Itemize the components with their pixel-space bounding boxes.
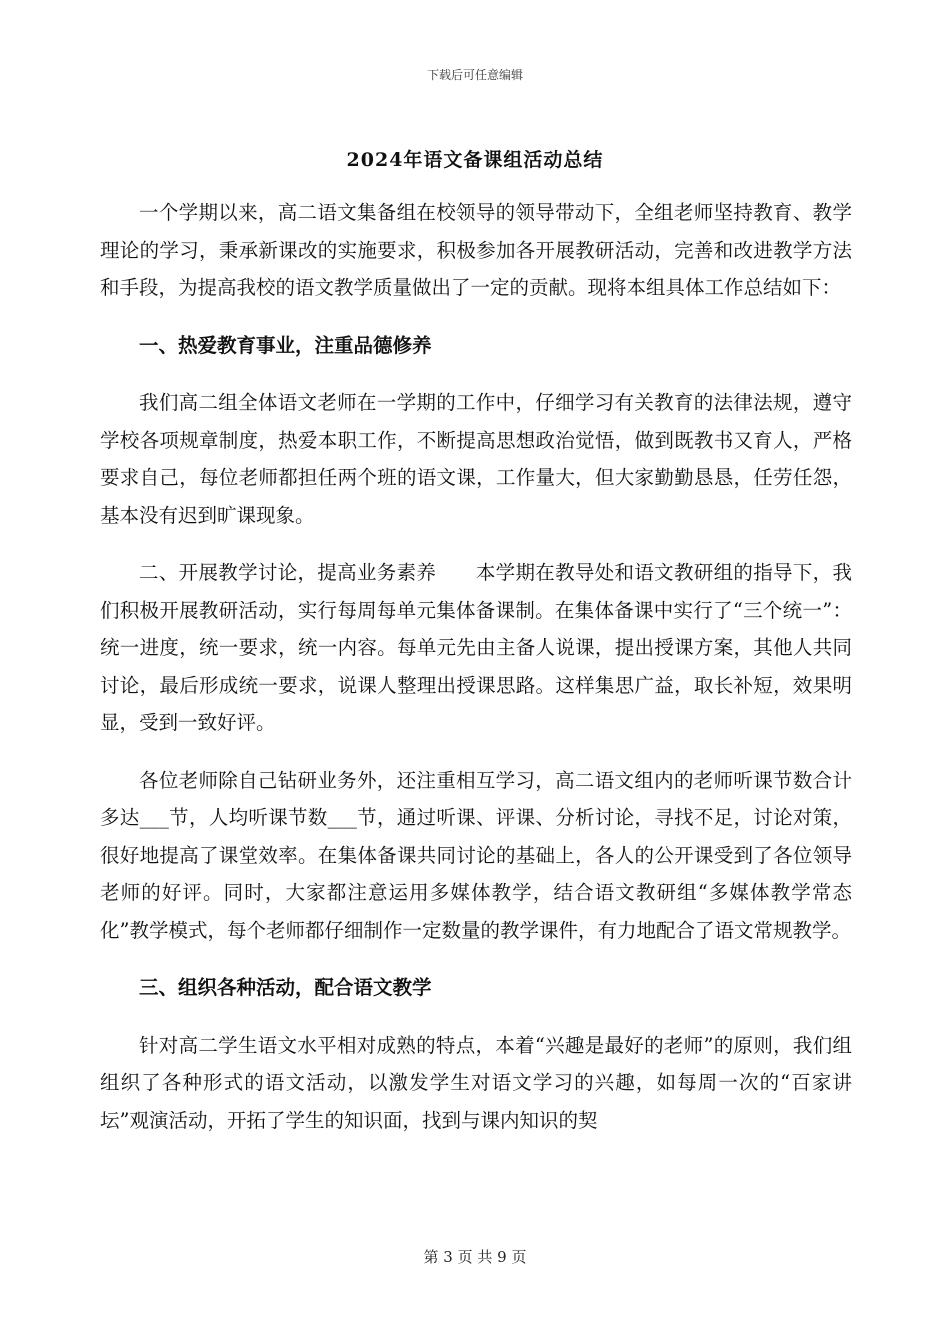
intro-paragraph: 一个学期以来，高二语文集备组在校领导的领导带动下，全组老师坚持教育、教学理论的学习，秉承新课改的实施要求，积极参加各开展教研活动，完善和改进教学方法和手段，为提高我校的语文教学质量做出了一定的贡献。现将本组具体工作总结如下：: [100, 201, 852, 299]
section-3-paragraph: 针对高二学生语文水平相对成熟的特点，本着“兴趣是最好的老师”的原则，我们组组织了各种形式的语文活动，以激发学生对语文学习的兴趣，如每周一次的“百家讲坛”观演活动，开拓了学生的知识面，找到与课内知识的契: [100, 1033, 852, 1132]
section-3-heading: 三、组织各种活动，配合语文教学: [139, 976, 432, 999]
document-title: 2024年语文备课组活动总结: [346, 149, 604, 171]
section-1-paragraph: 我们高二组全体语文老师在一学期的工作中，仔细学习有关教育的法律法规，遵守学校各项规章制度，热爱本职工作，不断提高思想政治觉悟，做到既教书又育人，严格要求自己，每位老师都担任两个班的语文课，工作量大，但大家勤勤恳恳，任劳任怨，基本没有迟到旷课现象。: [100, 391, 852, 527]
page-number: 第 3 页 共 9 页: [423, 1248, 527, 1266]
section-1-heading: 一、热爱教育事业，注重品德修养: [139, 333, 432, 357]
document-body: [100, 194, 852, 1159]
section-2-paragraph-2: 各位老师除自己钻研业务外，还注重相互学习，高二语文组内的老师听课节数合计多达___节，人均听课节数___节，通过听课、评课、分析讨论，寻找不足，讨论对策，很好地提高了课堂效率。在集体备课共同讨论的基础上，各人的公开课受到了各位领导老师的好评。同时，大家都注意运用多媒体教学，结合语文教研组“多媒体教学常态化”教学模式，每个老师都仔细制作一定数量的教学课件，有力地配合了语文常规教学。: [100, 768, 852, 942]
section-2-paragraph: 二、开展教学讨论，提高业务素养 本学期在教导处和语文教研组的指导下，我们积极开展教研活动，实行每周每单元集体备课制。在集体备课中实行了“三个统一”：统一进度，统一要求，统一内容。每单元先由主备人说课，提出授课方案，其他人共同讨论，最后形成统一要求，说课人整理出授课思路。这样集思广益，取长补短，效果明显，受到一致好评。: [100, 561, 852, 734]
page-header-note: 下载后可任意编辑: [426, 68, 523, 82]
